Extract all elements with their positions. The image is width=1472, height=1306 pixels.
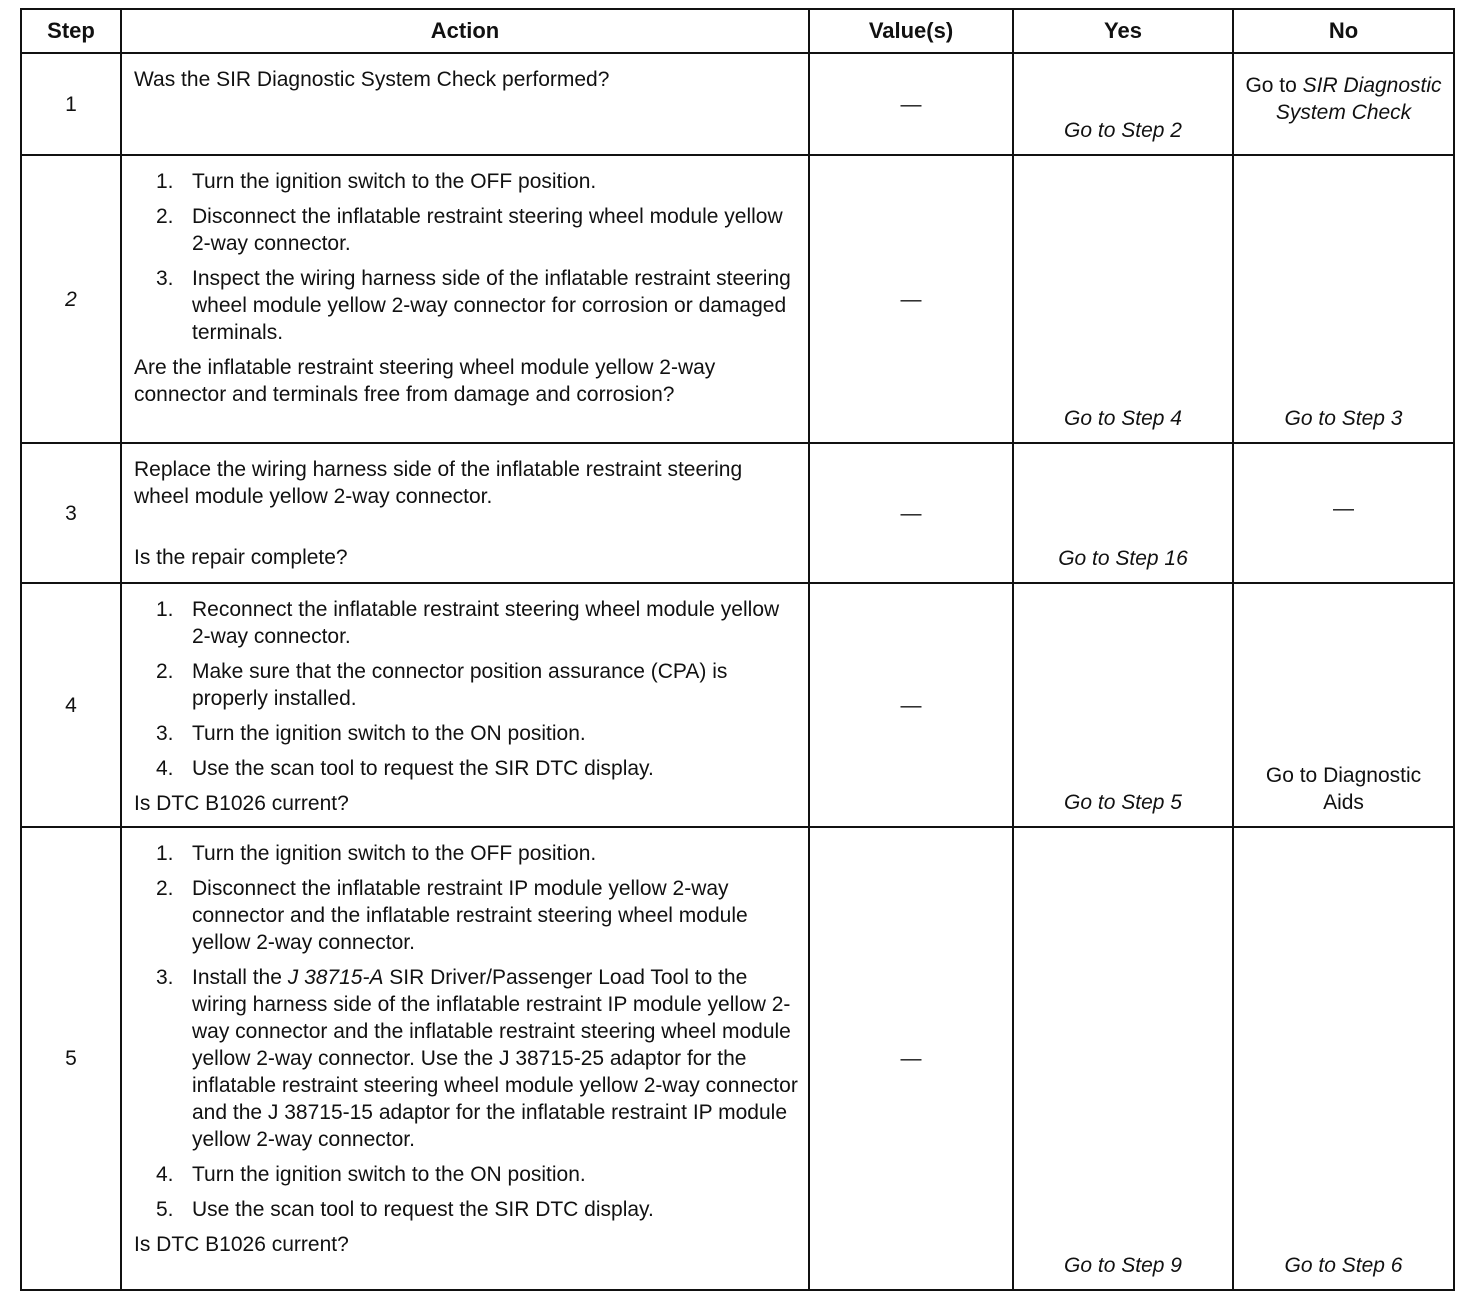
action-cell <box>121 583 809 827</box>
step-number: 1 <box>21 53 121 155</box>
no-link[interactable]: SIR Diagnostic System Check <box>1275 74 1442 124</box>
yes-cell <box>1013 155 1233 443</box>
value-dash: — <box>900 92 922 116</box>
no-cell <box>1233 827 1454 1290</box>
yes-link[interactable]: Go to Step 2 <box>1064 119 1182 142</box>
value-cell <box>809 443 1013 583</box>
action-question: Are the inflatable restraint steering wheel module yellow 2-way connector and terminals free from damage and corrosion? <box>134 356 716 406</box>
yes-cell <box>1013 583 1233 827</box>
no-cell <box>1233 583 1454 827</box>
action-question: Is the repair complete? <box>134 546 348 569</box>
action-text: Replace the wiring harness side of the inflatable restraint steering wheel module yellow 2-way connector. <box>134 458 743 508</box>
no-cell <box>1233 53 1454 155</box>
yes-link[interactable]: Go to Step 9 <box>1064 1254 1182 1277</box>
action-question: Is DTC B1026 current? <box>134 792 349 815</box>
value-cell <box>809 53 1013 155</box>
value-cell <box>809 827 1013 1290</box>
action-cell <box>121 443 809 583</box>
header-yes: Yes <box>1013 9 1233 53</box>
list-item: 4. Turn the ignition switch to the ON position. <box>156 1163 586 1186</box>
table-row <box>21 53 1454 155</box>
yes-cell <box>1013 53 1233 155</box>
no-cell <box>1233 155 1454 443</box>
table-row <box>21 443 1454 583</box>
no-link[interactable]: Go to Step 3 <box>1284 407 1403 430</box>
step-number: 4 <box>21 583 121 827</box>
action-question: Is DTC B1026 current? <box>134 1233 349 1256</box>
no-dash: — <box>1333 496 1354 520</box>
list-item: 1. Reconnect the inflatable restraint steering wheel module yellow 2-way connector. <box>156 598 780 648</box>
no-cell <box>1233 443 1454 583</box>
list-item: 1. Turn the ignition switch to the OFF position. <box>156 842 597 865</box>
diagnostic-table <box>20 8 1455 1291</box>
value-dash: — <box>900 501 922 525</box>
list-item: 3. Turn the ignition switch to the ON position. <box>156 722 586 745</box>
action-list <box>134 596 798 782</box>
header-action: Action <box>121 9 809 53</box>
yes-cell <box>1013 827 1233 1290</box>
header-no: No <box>1233 9 1454 53</box>
action-text: Was the SIR Diagnostic System Check performed? <box>134 68 610 91</box>
action-cell <box>121 827 809 1290</box>
no-link[interactable]: Go to Step 6 <box>1284 1254 1403 1277</box>
list-item: 4. Use the scan tool to request the SIR DTC display. <box>156 757 654 780</box>
list-item: 3. Inspect the wiring harness side of the inflatable restraint steering wheel module yellow 2-way connector for corrosion or damaged terminals. <box>156 267 791 344</box>
list-item: 3. Install the J 38715-A SIR Driver/Passenger Load Tool to the wiring harness side of the inflatable restraint IP module yellow 2-way connector and the inflatable restraint steering wheel module yellow 2-way connector. Use the J 38715-25 adaptor for the inflatable restraint steering wheel module yellow 2-way connector and the J 38715-15 adaptor for the inflatable restraint IP module yellow 2-way connector. <box>156 966 798 1151</box>
list-item: 2. Disconnect the inflatable restraint steering wheel module yellow 2-way connector. <box>156 205 783 255</box>
tool-reference: J 38715-A <box>287 966 384 989</box>
yes-cell <box>1013 443 1233 583</box>
table-row <box>21 583 1454 827</box>
value-cell <box>809 583 1013 827</box>
list-item: 1. Turn the ignition switch to the OFF position. <box>156 170 597 193</box>
list-item: 5. Use the scan tool to request the SIR DTC display. <box>156 1198 654 1221</box>
list-item: 2. Make sure that the connector position assurance (CPA) is properly installed. <box>156 660 728 710</box>
table-row <box>21 827 1454 1290</box>
action-list <box>134 168 798 346</box>
step-number: 3 <box>21 443 121 583</box>
header-row <box>21 9 1454 53</box>
no-link-prefix: Go to <box>1245 74 1303 97</box>
action-cell <box>121 155 809 443</box>
list-item: 2. Disconnect the inflatable restraint IP module yellow 2-way connector and the inflatable restraint steering wheel module yellow 2-way connector. <box>156 877 748 954</box>
header-step: Step <box>21 9 121 53</box>
action-list <box>134 840 798 1223</box>
step-number: 5 <box>21 827 121 1290</box>
action-cell <box>121 53 809 155</box>
header-values: Value(s) <box>809 9 1013 53</box>
value-dash: — <box>900 287 922 311</box>
yes-link[interactable]: Go to Step 16 <box>1058 547 1188 570</box>
yes-link[interactable]: Go to Step 4 <box>1064 407 1182 430</box>
value-dash: — <box>900 1047 922 1070</box>
value-cell <box>809 155 1013 443</box>
yes-link[interactable]: Go to Step 5 <box>1064 791 1182 814</box>
step-number: 2 <box>21 155 121 443</box>
no-link[interactable]: Go to Diagnostic Aids <box>1265 764 1422 814</box>
table-row <box>21 155 1454 443</box>
value-dash: — <box>900 693 922 717</box>
